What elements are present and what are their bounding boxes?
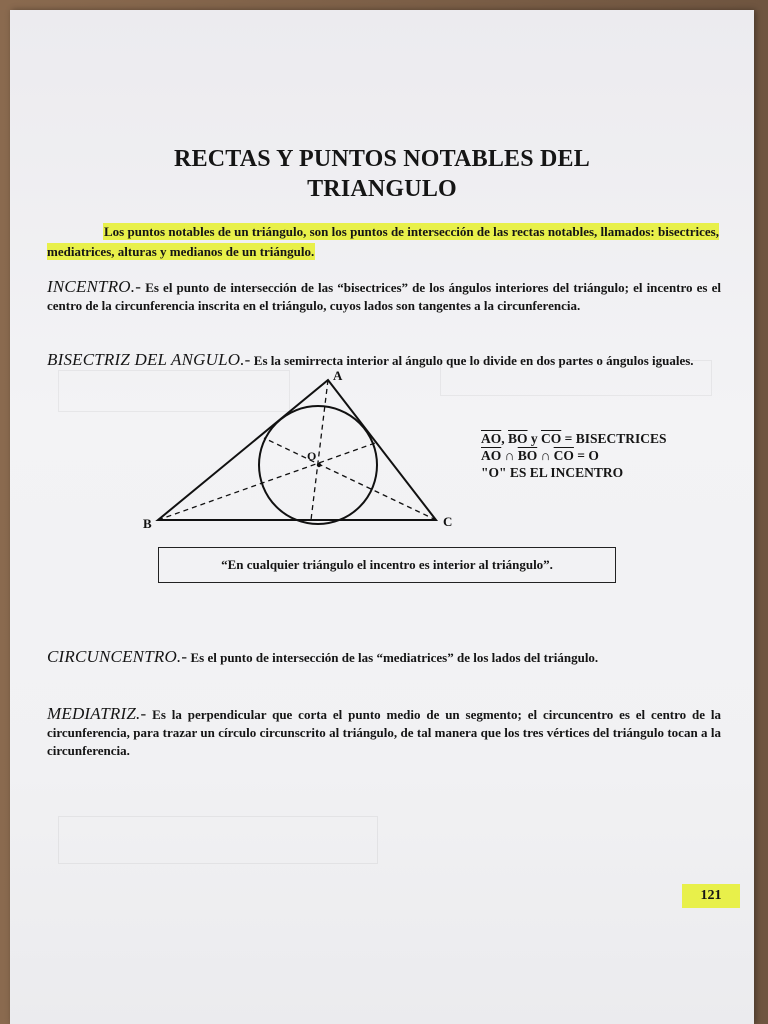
incentro-quote-box xyxy=(158,547,616,583)
segment-ao-2: $\overline{AO}$ xyxy=(481,448,502,463)
incentro-quote: “En cualquier triángulo el incentro es interior al triángulo”. xyxy=(221,557,553,572)
segment-bo: $\overline{BO}$ xyxy=(508,431,528,446)
triangle-abc xyxy=(158,380,436,520)
show-through-box-3 xyxy=(58,816,378,864)
highlighted-intro-text: Los puntos notables de un triángulo, son los puntos de intersección de las rectas notables, llamados: bisectrices, mediatrices, alturas y medianos de un triángulo. xyxy=(47,224,719,259)
segment-ao: $\overline{AO}$ xyxy=(481,431,502,446)
intersection-symbol-2: ∩ xyxy=(537,448,554,463)
incentro-definition: Es el punto de intersección de las “bisectrices” de los ángulos interiores del triángulo; el incentro es el centro de la circunferencia inscrita en el triángulo, cuyos lados son tangentes a la circunferencia. xyxy=(47,280,721,313)
segment-co: $\overline{CO}$ xyxy=(541,431,562,446)
bisector-from-b xyxy=(158,442,378,520)
incentro-paragraph xyxy=(47,278,721,315)
circuncentro-paragraph xyxy=(47,648,721,667)
segment-co-2: $\overline{CO}$ xyxy=(553,448,574,463)
mediatriz-definition: Es la perpendicular que corta el punto medio de un segmento; el circuncentro es el centro de la circunferencia, para trazar un círculo circunscrito al triángulo, de tal manera que los tres vértices del triángulo tocan a la circunferencia. xyxy=(47,707,721,758)
bisectriz-definition: Es la semirrecta interior al ángulo que lo divide en dos partes o ángulos iguales. xyxy=(250,353,694,368)
legend-equals-o: = O xyxy=(573,448,599,463)
legend-bisectrices: = BISECTRICES xyxy=(561,431,667,446)
legend-line-2 xyxy=(481,447,667,464)
bisector-from-c xyxy=(264,438,436,520)
mediatriz-term: MEDIATRIZ.- xyxy=(47,704,147,723)
title-line-1: RECTAS Y PUNTOS NOTABLES DEL xyxy=(174,146,590,172)
vertex-label-b: B xyxy=(143,516,152,531)
intro-paragraph xyxy=(47,222,719,262)
legend-comma: , xyxy=(501,431,508,446)
vertex-label-c: C xyxy=(443,514,453,529)
legend-y: y xyxy=(527,431,542,446)
legend-line-3: "O" ES EL INCENTRO xyxy=(481,465,624,480)
page-title xyxy=(10,144,754,204)
incenter-point xyxy=(317,463,321,467)
document-page xyxy=(10,10,754,1024)
vertex-label-a: A xyxy=(333,368,343,383)
legend-line-1 xyxy=(481,430,667,447)
circuncentro-definition: Es el punto de intersección de las “mediatrices” de los lados del triángulo. xyxy=(187,650,599,665)
circuncentro-term: CIRCUNCENTRO.- xyxy=(47,647,188,666)
bisectrices-legend xyxy=(481,430,667,481)
title-line-2: TRIANGULO xyxy=(307,176,457,202)
page-number: 121 xyxy=(682,884,740,908)
mediatriz-paragraph xyxy=(47,705,721,760)
incentro-term: INCENTRO.- xyxy=(47,277,142,296)
incenter-label-o: O xyxy=(307,449,317,463)
bisectriz-term: BISECTRIZ DEL ANGULO.- xyxy=(47,350,251,369)
intersection-symbol-1: ∩ xyxy=(501,448,518,463)
incenter-triangle-diagram xyxy=(138,368,458,533)
segment-bo-2: $\overline{BO}$ xyxy=(517,448,538,463)
